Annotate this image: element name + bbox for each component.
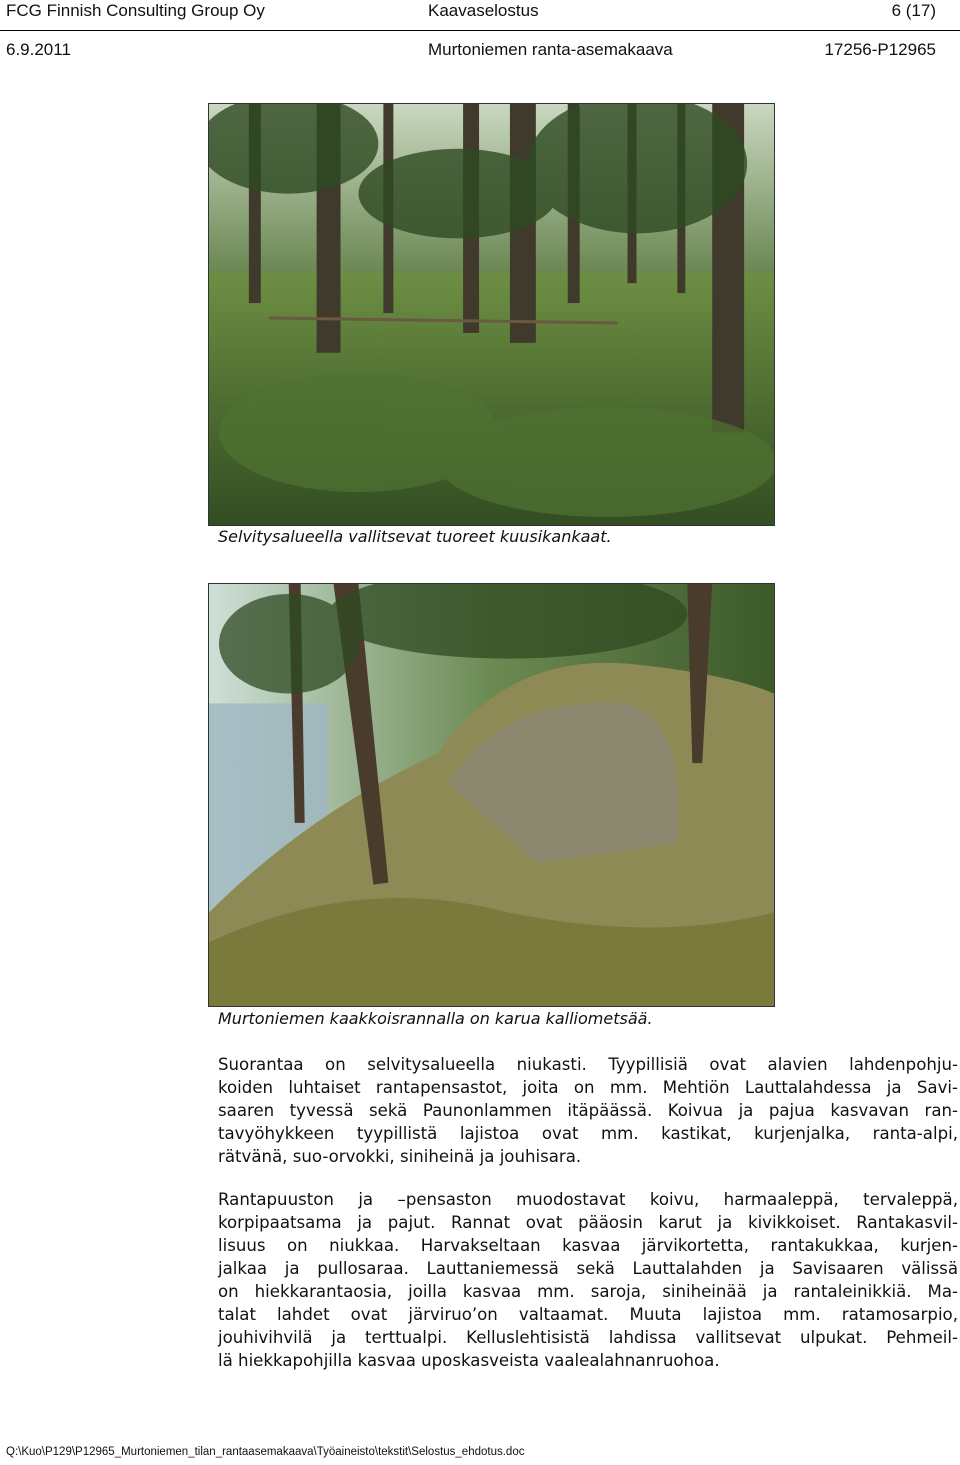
text-line: Suorantaa on selvitysalueella niukasti. Tyypillisiä ovat alavien lahdenpohju- [218, 1055, 958, 1074]
text-line: lisuus on niukkaa. Harvakseltaan kasvaa järvikortetta, rantakukkaa, kurjen- [218, 1236, 958, 1255]
text-line: tavyöhykkeen tyypillistä lajistoa ovat mm. kastikat, kurjenjalka, ranta-alpi, [218, 1124, 958, 1143]
footer-file-path: Q:\Kuo\P129\P12965_Murtoniemen_tilan_rantaasemakaava\Työaineisto\tekstit\Selostus_ehdotus.doc [6, 1446, 525, 1458]
header-rule [0, 30, 960, 31]
header-page-number: 6 (17) [891, 1, 936, 20]
text-line: jalkaa ja pullosaraa. Lauttaniemessä sekä Lauttalahden ja Savisaaren välissä [218, 1259, 958, 1278]
text-line: jouhivihvilä ja terttualpi. Kelluslehtisistä lahdissa vallitsevat ulpukat. Pehmeil- [218, 1328, 958, 1347]
text-line: korpipaatsama ja pajut. Rannat ovat pääosin karut ja kivikkoiset. Rantakasvil- [218, 1213, 958, 1232]
header-date: 6.9.2011 [6, 40, 71, 59]
figure-caption-1: Selvitysalueella vallitsevat tuoreet kuusikankaat. [218, 527, 612, 546]
photo-rocky-shore-forest [208, 583, 775, 1007]
photo-spruce-forest [208, 103, 775, 526]
figure-caption-2: Murtoniemen kaakkoisrannalla on karua kalliometsää. [218, 1009, 653, 1028]
text-line: Rantapuuston ja –pensaston muodostavat koivu, harmaaleppä, tervaleppä, [218, 1190, 958, 1209]
header-company: FCG Finnish Consulting Group Oy [6, 1, 265, 20]
text-line: rätvänä, suo-orvokki, siniheinä ja jouhisara. [218, 1147, 582, 1166]
header-project: Murtoniemen ranta-asemakaava [428, 40, 673, 59]
text-line: koiden luhtaiset rantapensastot, joita on mm. Mehtiön Lauttalahdessa ja Savi- [218, 1078, 958, 1097]
text-line: lä hiekkapohjilla kasvaa uposkasveista vaalealahnanruohoa. [218, 1351, 720, 1370]
text-line: talat lahdet ovat järviruo’on valtaamat. Muuta lajistoa mm. ratamosarpio, [218, 1305, 958, 1324]
paragraph-shore-trees [218, 1188, 958, 1372]
paragraph-shore-vegetation [218, 1053, 958, 1168]
header-project-code: 17256-P12965 [824, 40, 936, 59]
header-doc-type: Kaavaselostus [428, 1, 539, 20]
text-line: saaren tyvessä sekä Paunonlammen itäpäässä. Koivua ja pajua kasvavan ran- [218, 1101, 958, 1120]
text-line: on hiekkarantaosia, joilla kasvaa mm. saroja, siniheinää ja rantaleinikkiä. Ma- [218, 1282, 958, 1301]
